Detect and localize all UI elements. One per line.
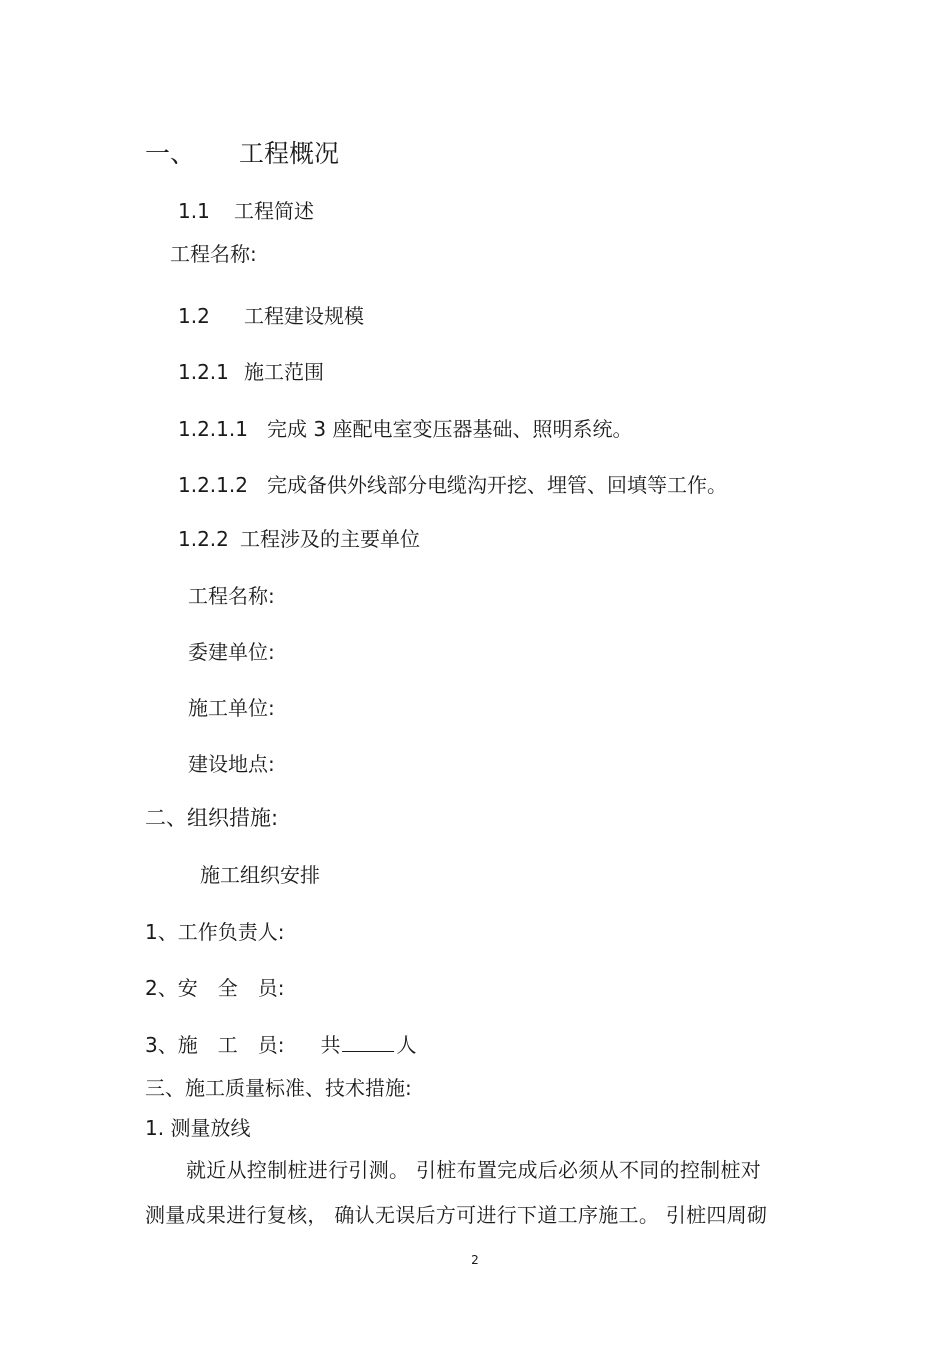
org-item-3-number: 3、 (145, 1033, 178, 1057)
heading-1-2-1-title: 施工范围 (244, 360, 324, 384)
heading-1-1-number: 1.1 (178, 199, 210, 223)
section-1-number: 一、 (145, 139, 196, 168)
section-3-item-1: 1. 测量放线 (145, 1116, 251, 1140)
org-item-3 (145, 1031, 416, 1059)
paragraph-line-1: 就近从控制桩进行引测。 引桩布置完成后必须从不同的控制桩对 (186, 1158, 762, 1182)
item-1-2-1-2-number: 1.2.1.2 (178, 473, 248, 497)
section-2-subtitle: 施工组织安排 (200, 863, 320, 887)
heading-1-1 (178, 197, 314, 225)
paragraph-line-2: 测量成果进行复核， 确认无误后方可进行下道工序施工。 引桩四周砌 (145, 1203, 768, 1227)
unit-project-name: 工程名称: (188, 584, 275, 608)
item-1-2-1-1-text: 完成 3 座配电室变压器基础、照明系统。 (267, 417, 633, 441)
item-1-2-1-1 (178, 415, 632, 443)
org-item-3-total-prefix: 共 (320, 1033, 341, 1057)
item-1-2-1-2 (178, 471, 727, 499)
org-item-3-total-suffix: 人 (396, 1033, 417, 1057)
heading-1-2-number: 1.2 (178, 304, 210, 328)
heading-1-1-title: 工程简述 (234, 199, 314, 223)
section-1-heading (145, 137, 339, 171)
org-item-3-label: 施 工 员: (177, 1033, 285, 1057)
org-item-1: 1、工作负责人: (145, 920, 285, 944)
org-item-2-number: 2、 (145, 976, 178, 1000)
heading-1-2-title: 工程建设规模 (244, 304, 364, 328)
heading-1-2-2-number: 1.2.2 (178, 527, 229, 551)
heading-1-2-1 (178, 358, 324, 386)
section-3-heading: 三、施工质量标准、技术措施: (145, 1076, 412, 1100)
unit-contractor: 施工单位: (188, 696, 275, 720)
heading-1-2-2-title: 工程涉及的主要单位 (240, 527, 420, 551)
unit-client: 委建单位: (188, 640, 275, 664)
org-item-2-label: 安 全 员: (177, 976, 285, 1000)
page-number: 2 (471, 1253, 479, 1267)
item-1-2-1-2-text: 完成备供外线部分电缆沟开挖、埋管、回填等工作。 (267, 473, 727, 497)
heading-1-2 (178, 302, 364, 330)
heading-1-2-1-number: 1.2.1 (178, 360, 229, 384)
unit-location: 建设地点: (188, 752, 275, 776)
section-1-title: 工程概况 (239, 139, 340, 168)
project-name-line: 工程名称: (170, 242, 257, 266)
item-1-2-1-1-number: 1.2.1.1 (178, 417, 248, 441)
headcount-blank (342, 1033, 394, 1052)
org-item-2 (145, 974, 284, 1002)
heading-1-2-2 (178, 525, 420, 553)
section-2-heading: 二、组织措施: (145, 806, 279, 830)
